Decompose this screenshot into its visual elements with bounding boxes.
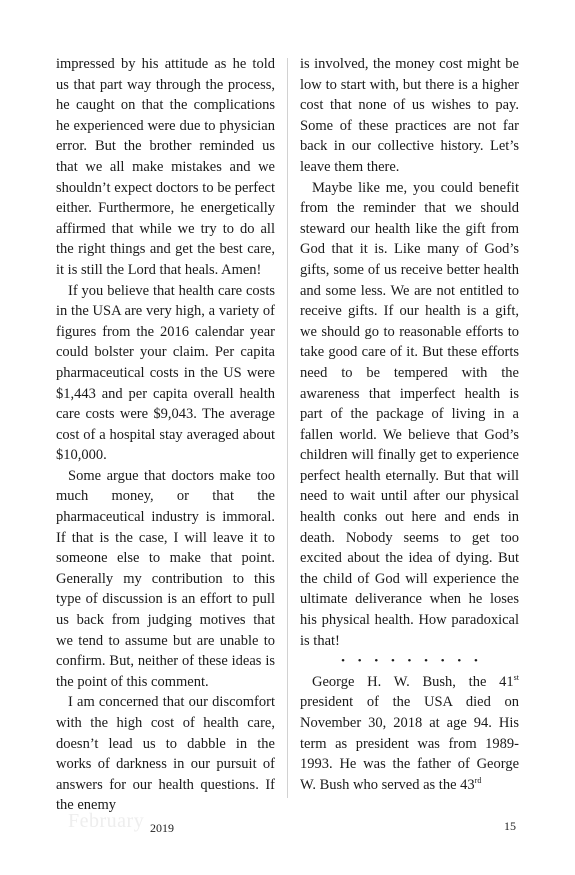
right-paragraph-2: Maybe like me, you could benefit from the reminder that we should steward our health like the gift from God that it is. Like many of God’s gifts, some of us receive better health and some less. We are not entitled to receive gifts. If our health is a gift, we should go to reasonable efforts to take good care of it. But these efforts need to be tempered with the awareness that imperfect health is part of the package of living in a fallen world. We believe that God’s children will finally get to experience perfect health eternally. But that will need to wait until after our physical health conks out here and ends in death. Nobody seems to get too excited about the idea of dying. But the child of God will experience the ultimate deliverance when he loses his physical health. How paradoxical is that! <box>300 179 519 649</box>
page-number: 15 <box>504 819 516 833</box>
left-column <box>56 54 275 816</box>
bush-text-part-1: George H. W. Bush, the 41 <box>312 673 514 690</box>
footer-month: February <box>68 810 145 832</box>
left-paragraph-4: I am concerned that our discomfort with the high cost of health care, doesn’t lead us to dabble in the works of darkness in our pursuit of answers for our health questions. If the enemy <box>56 694 275 814</box>
right-paragraph-3 <box>300 672 519 796</box>
bush-text-part-2: president of the USA died on November 30, 2018 at age 94. His term as president was from 1989-1993. He was the father of George W. Bush who served as the 43 <box>300 694 519 793</box>
left-paragraph-3: Some argue that doctors make too much money, or that the pharmaceutical industry is immoral. If that is the case, I will leave it to someone else to make that point. Generally my contribution to this type of discussion is an effort to pull us back from judging motives that we tend to assume but are unable to confirm. But, neither of these ideas is the point of this comment. <box>56 467 275 690</box>
ordinal-suffix-43rd: rd <box>474 775 482 785</box>
right-paragraph-1: is involved, the money cost might be low to start with, but there is a higher cost that none of us wishes to pay. Some of these practices are not far back in our collective history. Let’s leave them there. <box>300 56 519 175</box>
ordinal-suffix-41st: st <box>513 672 519 682</box>
left-paragraph-1: impressed by his attitude as he told us that part way through the process, he caught on that the complications he experienced were due to physician error. But the brother reminded us that we all make mistakes and we shouldn’t expect doctors to be perfect either. Furthermore, he energetically affirmed that while we try to do all the right things and get the best care, it is still the Lord that heals. Amen! <box>56 56 275 278</box>
footer-year: 2019 <box>150 821 174 835</box>
section-separator: • • • • • • • • • <box>341 655 483 668</box>
right-column <box>300 54 519 795</box>
left-paragraph-2: If you believe that health care costs in the USA are very high, a variety of figures from the 2016 calendar year could bolster your claim. Per capita pharmaceutical costs in the US were $1,443 and per capita overall health care costs were $9,043. The average cost of a hospital stay averaged about $10,000. <box>56 282 275 464</box>
column-divider <box>287 58 288 798</box>
